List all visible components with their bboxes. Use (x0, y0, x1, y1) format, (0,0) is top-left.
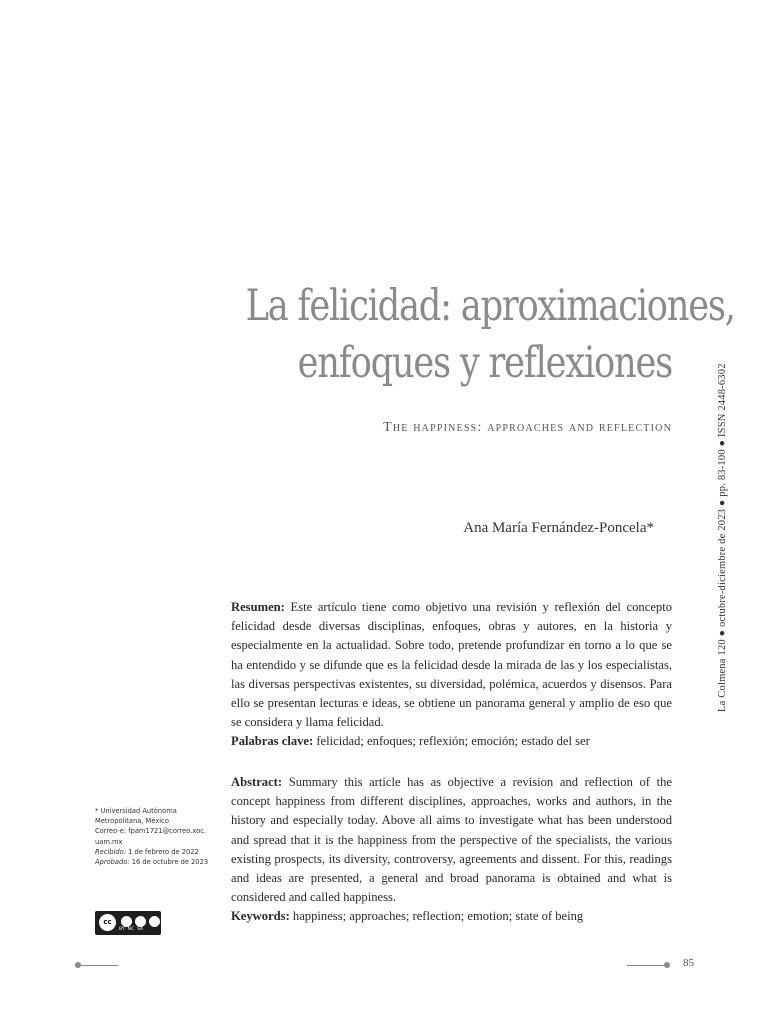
author-name: Ana María Fernández-Poncela* (463, 520, 654, 536)
footer-right-rule (627, 965, 667, 966)
palabras-clave-text: felicidad; enfoques; reflexión; emoción; estado del ser (316, 734, 590, 749)
received-line (95, 847, 220, 857)
article-title (245, 278, 735, 392)
affiliation-line-1: * Universidad Autónoma (95, 807, 177, 815)
sharealike-icon (148, 915, 161, 928)
title-line-2: enfoques y reflexiones (297, 338, 672, 388)
license-tag-by: BY (119, 927, 125, 932)
title-line-1: La felicidad: aproximaciones, (245, 281, 735, 331)
resumen-paragraph (231, 598, 672, 732)
abstract-paragraph (231, 773, 672, 907)
keywords-label: Keywords: (231, 909, 290, 924)
email-line-1: Correo-e: fpam1721@correo.xoc. (95, 827, 207, 836)
article-subtitle: The happiness: approaches and reflection (383, 420, 672, 435)
received-label: Recibido: (95, 847, 126, 856)
page-number: 85 (683, 957, 694, 969)
approved-line (95, 857, 220, 867)
approved-date: 16 de octubre de 2023 (131, 858, 209, 867)
affiliation-line-2: Metropolitana, México (95, 817, 169, 826)
cc-icon: cc (99, 914, 116, 931)
footer-left-rule (78, 965, 118, 966)
abstract-label: Abstract: (231, 775, 283, 789)
footer-right-dot (664, 962, 670, 968)
author-footnote (95, 806, 220, 867)
received-date: 1 de febrero de 2022 (128, 847, 199, 856)
keywords-paragraph (231, 907, 672, 926)
abstract-text: Summary this article has as objective a revision and reflection of the concept happiness from different disciplines, approaches, works and authors, in the history and especially today. Above all aims to investigate what has been understood and spread that it is the happiness from the perspective of the specialists, the various existing prospects, its diversity, controversy, agreements and dissent. For this, readings and ideas are presented, a general and broad panorama is obtained and what is considered and called happiness. (231, 775, 672, 905)
journal-info-vertical: La Colmena 120 ● octubre-diciembre de 2023 ● pp. 83-100 ● ISSN 2448-6302 (717, 363, 728, 712)
license-tag-sa: SA (137, 927, 144, 932)
resumen-label: Resumen: (231, 600, 285, 614)
creative-commons-license-badge[interactable] (95, 911, 161, 935)
abstract-section (231, 773, 672, 927)
resumen-text: Este artículo tiene como objetivo una revisión y reflexión del concepto felicidad desde diversas disciplinas, enfoques, obras y autores, en la historia y especialmente en la actualidad. Sobre todo, pretende profundizar en torno a lo que se ha entendido y se difunde que es la felicidad desde la mirada de las y los especialistas, las diversas perspectivas existentes, su diversidad, polémica, acuerdos y disensos. Para ello se presentan lecturas e ideas, se obtiene un panorama general y amplio de eso que se considera y llama felicidad. (231, 600, 672, 730)
email-line-2: uam.mx (95, 837, 123, 846)
palabras-clave-label: Palabras clave: (231, 734, 314, 749)
approved-label: Aprobado: (95, 858, 130, 867)
keywords-text: happiness; approaches; reflection; emotion; state of being (292, 909, 584, 924)
resumen-section (231, 598, 672, 752)
palabras-clave-paragraph (231, 732, 672, 751)
license-tag-nc: NC (127, 927, 135, 932)
